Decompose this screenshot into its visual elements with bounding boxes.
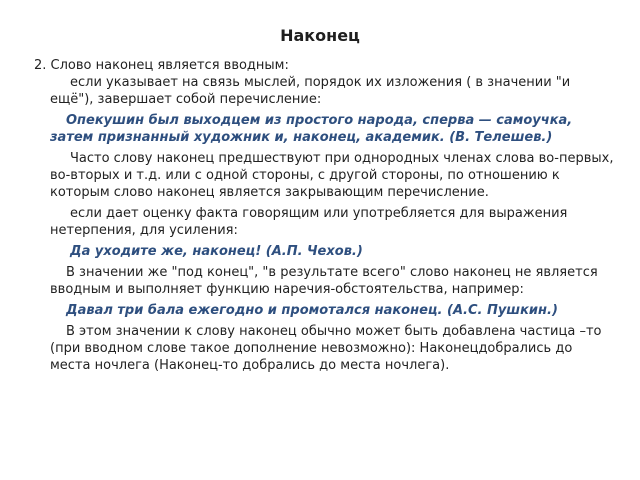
paragraph-note: Часто слову наконец предшествуют при однородных членах слова во-первых, во-вторых и т.д. или с одной стороны, с другой стороны, по отношению к которым слово наконец является закрывающим перечисление. [50,151,614,200]
item-heading: 2. Слово наконец является вводным: [34,58,289,73]
slide-content [34,57,614,378]
paragraph-rule-1: если указывает на связь мыслей, порядок их изложения ( в значении "и ещё"), завершает собой перечисление: [50,75,571,107]
slide-title: Наконец [280,26,360,45]
paragraph-rule-3: В значении же "под конец", "в результате всего" слово наконец не является вводным и выполняет функцию наречия-обстоятельства, например: [50,265,598,297]
example-3: Давал три бала ежегодно и промотался наконец. (А.С. Пушкин.) [66,303,558,318]
paragraph-rule-2: если дает оценку факта говорящим или употребляется для выражения нетерпения, для усиления: [50,206,568,238]
paragraph-rule-4: В этом значении к слову наконец обычно может быть добавлена частица –то (при вводном слове такое дополнение невозможно): Наконецдобрались до места ночлега (Наконец-то добрались до места ночлега). [50,324,602,373]
example-1: Опекушин был выходцем из простого народа, сперва — самоучка, затем признанный художник и, наконец, академик. (В. Телешев.) [50,113,573,145]
example-2: Да уходите же, наконец! (А.П. Чехов.) [70,244,363,259]
